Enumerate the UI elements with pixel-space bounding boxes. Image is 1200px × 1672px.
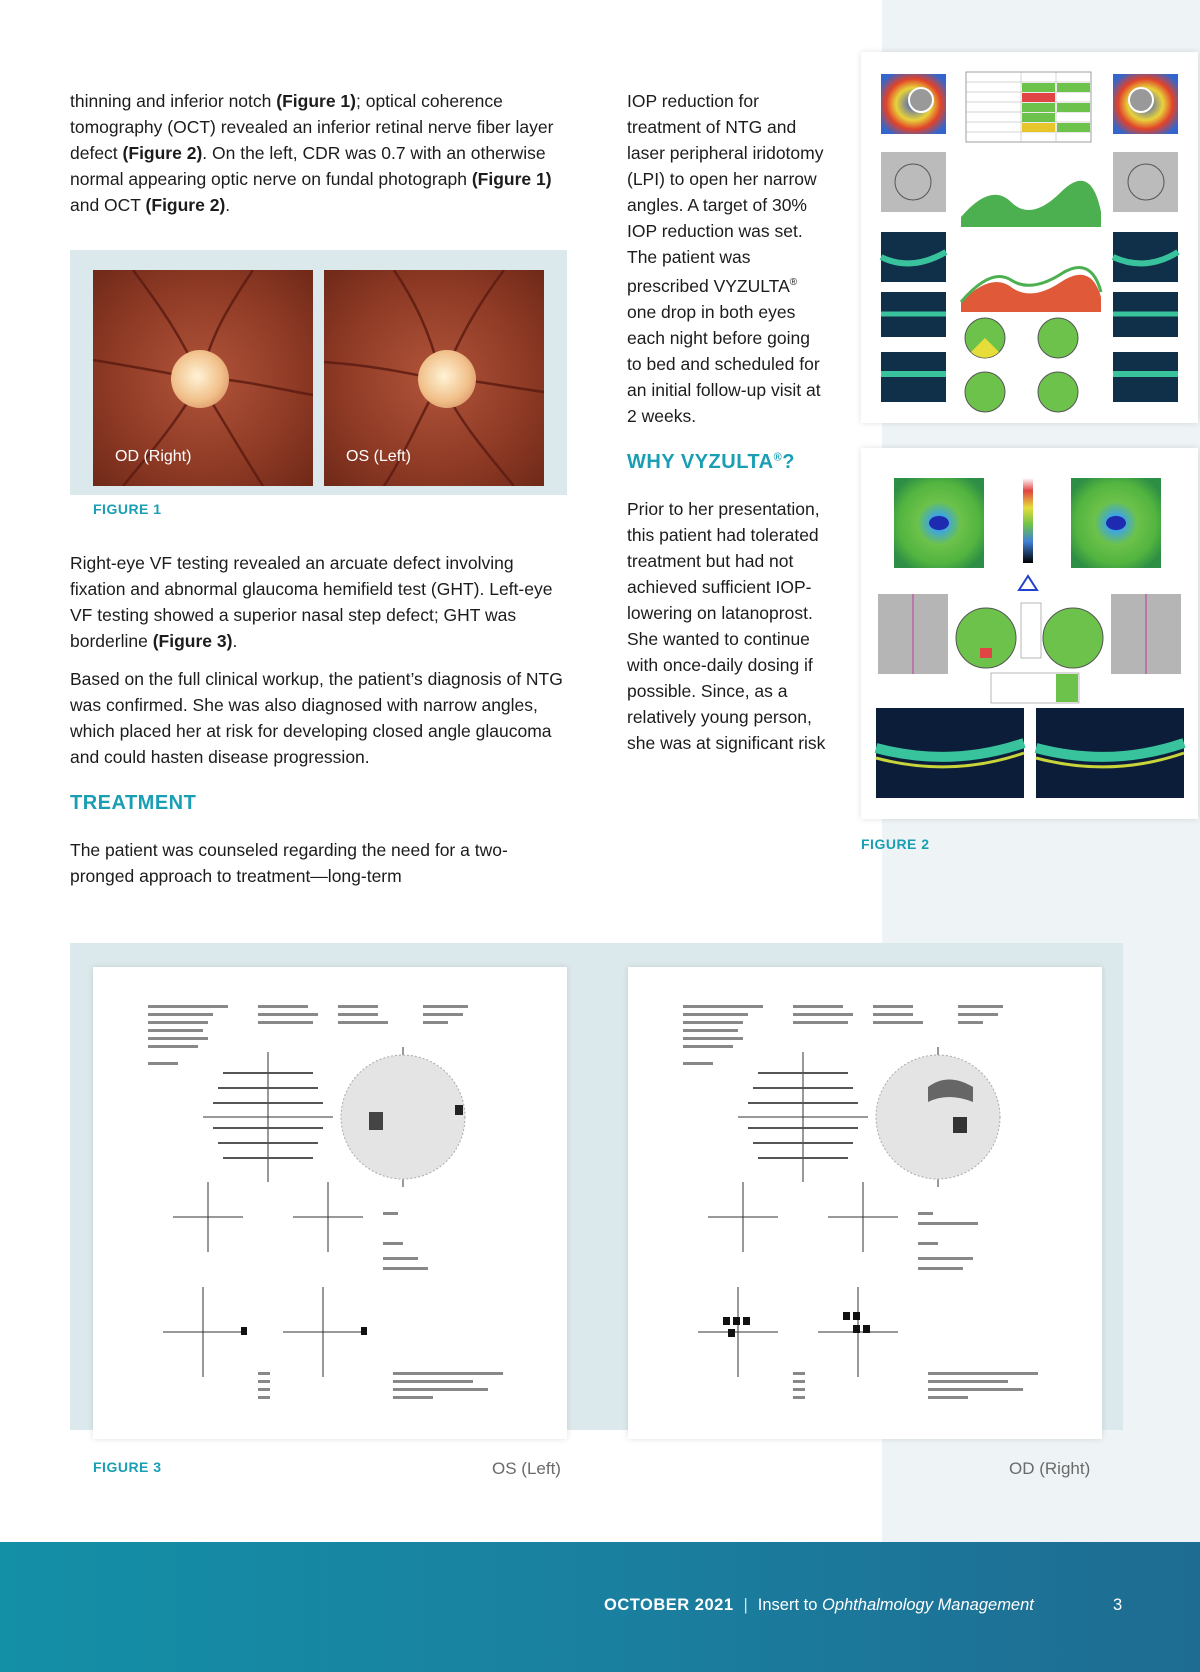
treatment-paragraph: The patient was counseled regarding the need for a two-pronged approach to treatment—long-term bbox=[70, 840, 508, 886]
why-paragraph: Prior to her presentation, this patient had tolerated treatment but had not achieved sufficient IOP-lowering on latanoprost. She wanted to continue with once-daily dosing if possible. Since, as a relatively young person, she was at significant risk bbox=[627, 498, 826, 753]
footer-month: OCTOBER 2021 bbox=[604, 1596, 734, 1614]
oct-macula-report bbox=[861, 448, 1198, 819]
text-run: . On the left, CDR was 0.7 with an otherwise normal appearing optic nerve on fundal photograph bbox=[70, 143, 546, 189]
figure-reference: (Figure 1) bbox=[471, 169, 552, 189]
text-run: Right-eye VF testing revealed an arcuate defect involving fixation and abnormal glaucoma hemifield test (GHT). Left-eye VF testing showed a superior nasal step defect; GHT was borderline bbox=[70, 553, 553, 651]
figure-reference: (Figure 1) bbox=[276, 91, 356, 111]
figure1-frame bbox=[70, 250, 567, 495]
vf-paragraph bbox=[70, 550, 570, 654]
figure-reference: (Figure 2) bbox=[122, 143, 203, 163]
diagnosis-paragraph: Based on the full clinical workup, the patient’s diagnosis of NTG was confirmed. She was also diagnosed with narrow angles, which placed her at risk for developing closed angle glaucoma and could hasten disease progression. bbox=[70, 669, 563, 767]
text-run: . bbox=[225, 195, 231, 215]
text-run: ; optical coherence tomography (OCT) revealed an inferior retinal nerve fiber layer defect bbox=[70, 91, 554, 163]
figure1-label: FIGURE 1 bbox=[93, 501, 162, 517]
figure-reference: (Figure 3) bbox=[152, 631, 233, 651]
left-column-lower bbox=[70, 550, 570, 901]
treatment-heading: TREATMENT bbox=[70, 792, 197, 814]
os-caption: OS (Left) bbox=[346, 448, 411, 465]
text-run: thinning and inferior notch bbox=[70, 91, 277, 111]
why-vyzulta-heading bbox=[627, 451, 827, 474]
figure3-frame bbox=[70, 943, 1123, 1430]
iop-paragraph bbox=[627, 88, 827, 429]
figure-reference: (Figure 2) bbox=[145, 195, 226, 215]
footer-separator: | bbox=[743, 1596, 748, 1614]
optic-disc-od bbox=[171, 350, 229, 408]
footer-journal: Ophthalmology Management bbox=[822, 1596, 1034, 1614]
why-heading-tail: ? bbox=[782, 450, 795, 473]
figure3-left-caption: OS (Left) bbox=[492, 1459, 561, 1478]
footer-publication-line bbox=[604, 1596, 1034, 1615]
left-column bbox=[70, 88, 570, 230]
text-run: and OCT bbox=[70, 195, 146, 215]
why-heading-mark: ® bbox=[773, 451, 783, 464]
oct-rnfl-report bbox=[861, 52, 1198, 423]
page-footer bbox=[0, 1542, 1200, 1672]
why-heading-text: WHY VYZULTA bbox=[627, 450, 774, 473]
iop-text-a: IOP reduction for treatment of NTG and laser peripheral iridotomy (LPI) to open her narrow angles. A target of 30% IOP reduction was set. The patient was prescribed VYZULTA bbox=[627, 91, 824, 296]
figure3-label: FIGURE 3 bbox=[93, 1459, 162, 1475]
fundus-photo-od bbox=[93, 270, 313, 486]
od-caption: OD (Right) bbox=[115, 448, 192, 465]
iop-text-b: one drop in both eyes each night before going to bed and scheduled for an initial follow-up visit at 2 weeks. bbox=[627, 301, 821, 426]
vf-printout-os-graphic bbox=[93, 967, 567, 1439]
optic-disc-os bbox=[418, 350, 476, 408]
vf-printout-od-graphic bbox=[628, 967, 1102, 1439]
fundus-photo-os bbox=[324, 270, 544, 486]
text-run: . bbox=[232, 631, 238, 651]
page-number: 3 bbox=[1113, 1596, 1123, 1614]
figure2-label: FIGURE 2 bbox=[861, 836, 930, 852]
figure3-right-caption: OD (Right) bbox=[1009, 1459, 1091, 1478]
intro-paragraph bbox=[70, 88, 570, 218]
oct-macula-report-graphic bbox=[861, 448, 1198, 819]
registered-mark: ® bbox=[789, 277, 798, 288]
vf-printout-od bbox=[628, 967, 1102, 1439]
vf-printout-os bbox=[93, 967, 567, 1439]
oct-rnfl-report-graphic bbox=[861, 52, 1198, 423]
middle-column bbox=[627, 88, 827, 768]
footer-insert-text: Insert to bbox=[757, 1596, 822, 1614]
